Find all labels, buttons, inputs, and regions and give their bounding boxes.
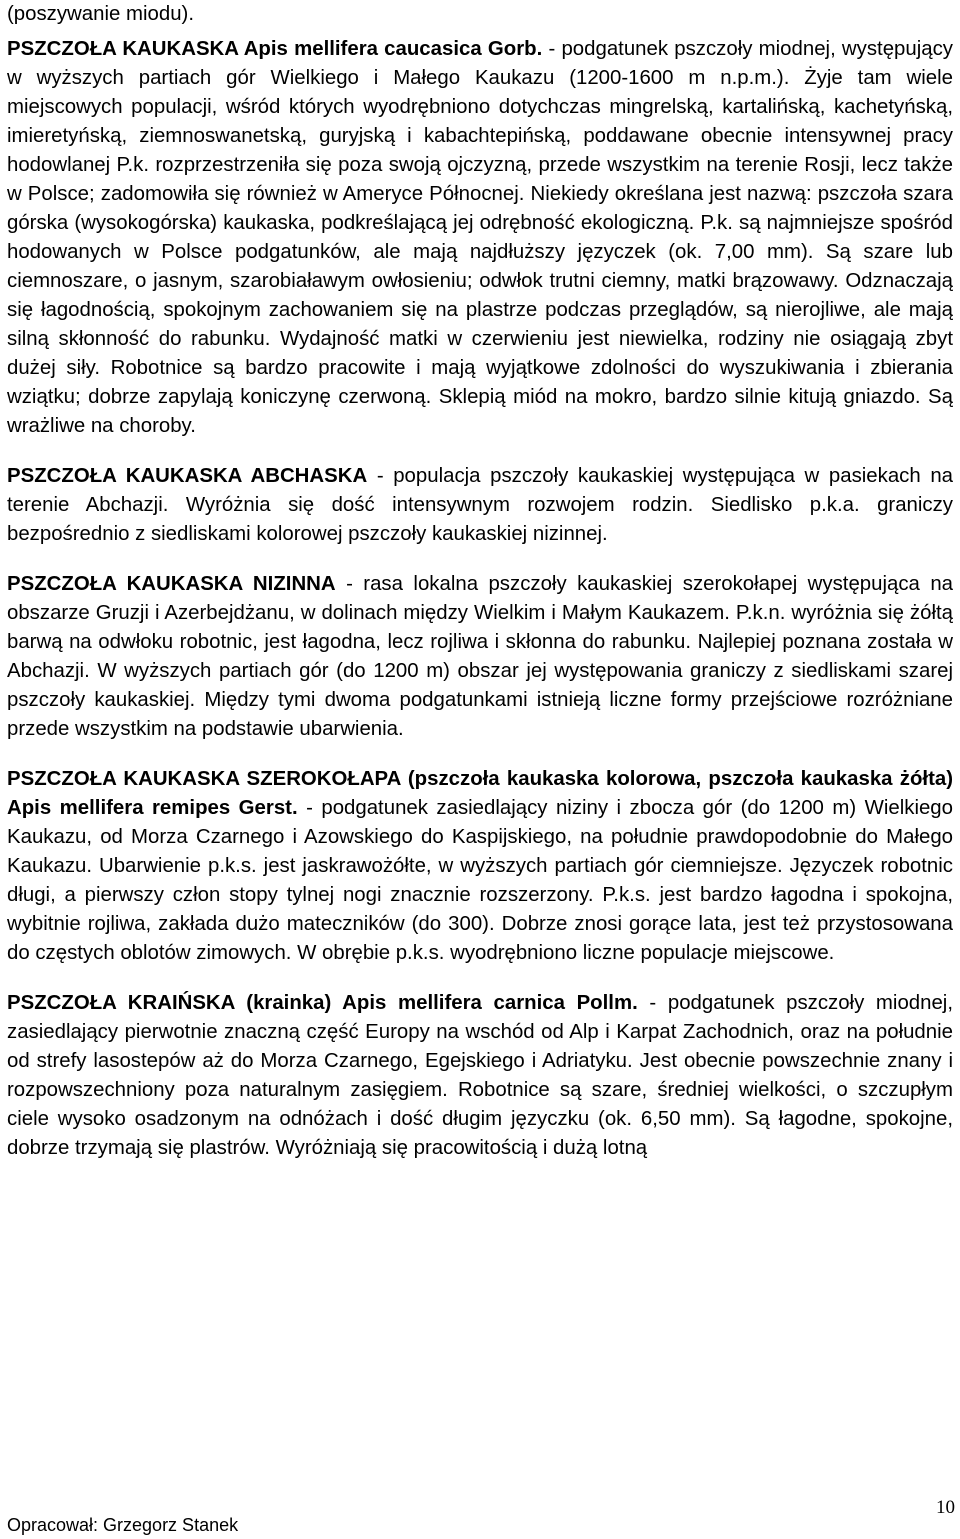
paragraph-pszczola-kaukaska-szerokolapa <box>7 765 953 968</box>
paragraph-body: - rasa lokalna pszczoły kaukaskiej szerokołapej występująca na obszarze Gruzji i Azerbejdżanu, w dolinach między Wielkim i Małym Kaukazem. P.k.n. wyróżnia się żółtą barwą na odwłoku robotnic, jest łagodna, lecz rojliwa i skłonna do rabunku. Najlepiej poznana została w Abchazji. W wyższych partiach gór (do 1200 m) obszar jej występowania graniczy z siedliskami szarej pszczoły kaukaskiej. Między tymi dwoma podgatunkami istnieją liczne formy przejściowe rozróżniane przede wszystkim na podstawie ubarwienia. <box>7 573 954 740</box>
footer-author: Opracował: Grzegorz Stanek <box>7 1515 239 1535</box>
paragraph-body: - podgatunek zasiedlający niziny i zbocza gór (do 1200 m) Wielkiego Kaukazu, od Morza Czarnego i Azowskiego do Kaspijskiego, na południe prawdopodobnie do Małego Kaukazu. Ubarwienie p.k.s. jest jaskrawożółte, w wyższych partiach gór ciemniejsze. Języczek robotnic długi, a pierwszy człon stopy tylnej nogi znacznie rozszerzony. P.k.s. jest bardzo łagodna i spokojna, wybitnie rojliwa, zakłada dużo mateczników (do 300). Dobrze znosi gorące lata, jest też przystosowana do częstych oblotów zimowych. W obrębie p.k.s. wyodrębniono liczne populacje miejscowe. <box>7 797 953 964</box>
entry-heading: PSZCZOŁA KRAIŃSKA (krainka) Apis mellifera carnica Pollm. <box>7 992 638 1014</box>
entry-heading: PSZCZOŁA KAUKASKA NIZINNA <box>7 573 336 595</box>
document-page <box>7 0 953 1163</box>
entry-heading: PSZCZOŁA KAUKASKA ABCHASKA <box>7 465 368 487</box>
entry-heading: PSZCZOŁA KAUKASKA SZEROKOŁAPA (pszczoła kaukaska kolorowa, pszczoła kaukaska żółta) Apis mellifera remipes Gerst. <box>7 768 953 819</box>
paragraph-pszczola-kaukaska <box>7 35 953 441</box>
paragraph-intro-tail <box>7 0 953 29</box>
paragraph-body: (poszywanie miodu). <box>7 3 194 25</box>
entry-heading: PSZCZOŁA KAUKASKA Apis mellifera caucasica Gorb. <box>7 38 543 60</box>
paragraph-body: - podgatunek pszczoły miodnej, zasiedlający pierwotnie znaczną część Europy na wschód od Alp i Karpat Zachodnich, oraz na południe od strefy lasostepów aż do Morza Czarnego, Egejskiego i Adriatyku. Jest obecnie powszechnie znany i rozpowszechniony poza naturalnym zasięgiem. Robotnice są szare, średniej wielkości, o szczupłym ciele wysoko osadzonym na odnóżach i dość długim języczku (ok. 6,50 mm). Są łagodne, spokojne, dobrze trzymają się plastrów. Wyróżniają się pracowitością i dużą lotną <box>7 992 954 1159</box>
paragraph-body: - populacja pszczoły kaukaskiej występująca w pasiekach na terenie Abchazji. Wyróżnia się dość intensywnym rozwojem rodzin. Siedlisko p.k.a. graniczy bezpośrednio z siedliskami kolorowej pszczoły kaukaskiej nizinnej. <box>7 465 954 545</box>
paragraph-body: - podgatunek pszczoły miodnej, występujący w wyższych partiach gór Wielkiego i Małego Kaukazu (1200-1600 m n.p.m.). Żyje tam wiele miejscowych populacji, wśród których wyodrębniono dotychczas mingrelską, kartalińską, kachetyńską, imieretyńską, ziemnoswanetską, guryjską i kabachtepińską, poddawane obecnie intensywnej pracy hodowlanej P.k. rozprzestrzeniła się poza swoją ojczyzną, przede wszystkim na terenie Rosji, lecz także w Polsce; zadomowiła się również w Ameryce Północnej. Niekiedy określana jest nazwą: pszczoła szara górska (wysokogórska) kaukaska, podkreślającą jej odrębność ekologiczną. P.k. są najmniejsze spośród hodowanych w Polsce podgatunków, ale mają najdłuższy języczek (ok. 7,00 mm). Są szare lub ciemnoszare, o jasnym, szarobiaławym owłosieniu; odwłok trutni ciemny, matki brązowawy. Odznaczają się łagodnością, spokojnym zachowaniem się na plastrze podczas przeglądów, są nierojliwe, ale mają silną skłonność do rabunku. Wydajność matki w czerwieniu jest niewielka, rodziny nie osiągają zbyt dużej siły. Robotnice są bardzo pracowite i mają wyjątkowe zdolności do wyszukiwania i zbierania wziątku; dobrze zapylają koniczynę czerwoną. Sklepią miód na mokro, bardzo silnie kitują gniazdo. Są wrażliwe na choroby. <box>7 38 953 437</box>
paragraph-pszczola-kaukaska-abchaska <box>7 462 953 549</box>
paragraph-pszczola-kaukaska-nizinna <box>7 570 953 744</box>
page-number: 10 <box>936 1497 955 1518</box>
paragraph-pszczola-krainska <box>7 989 953 1163</box>
